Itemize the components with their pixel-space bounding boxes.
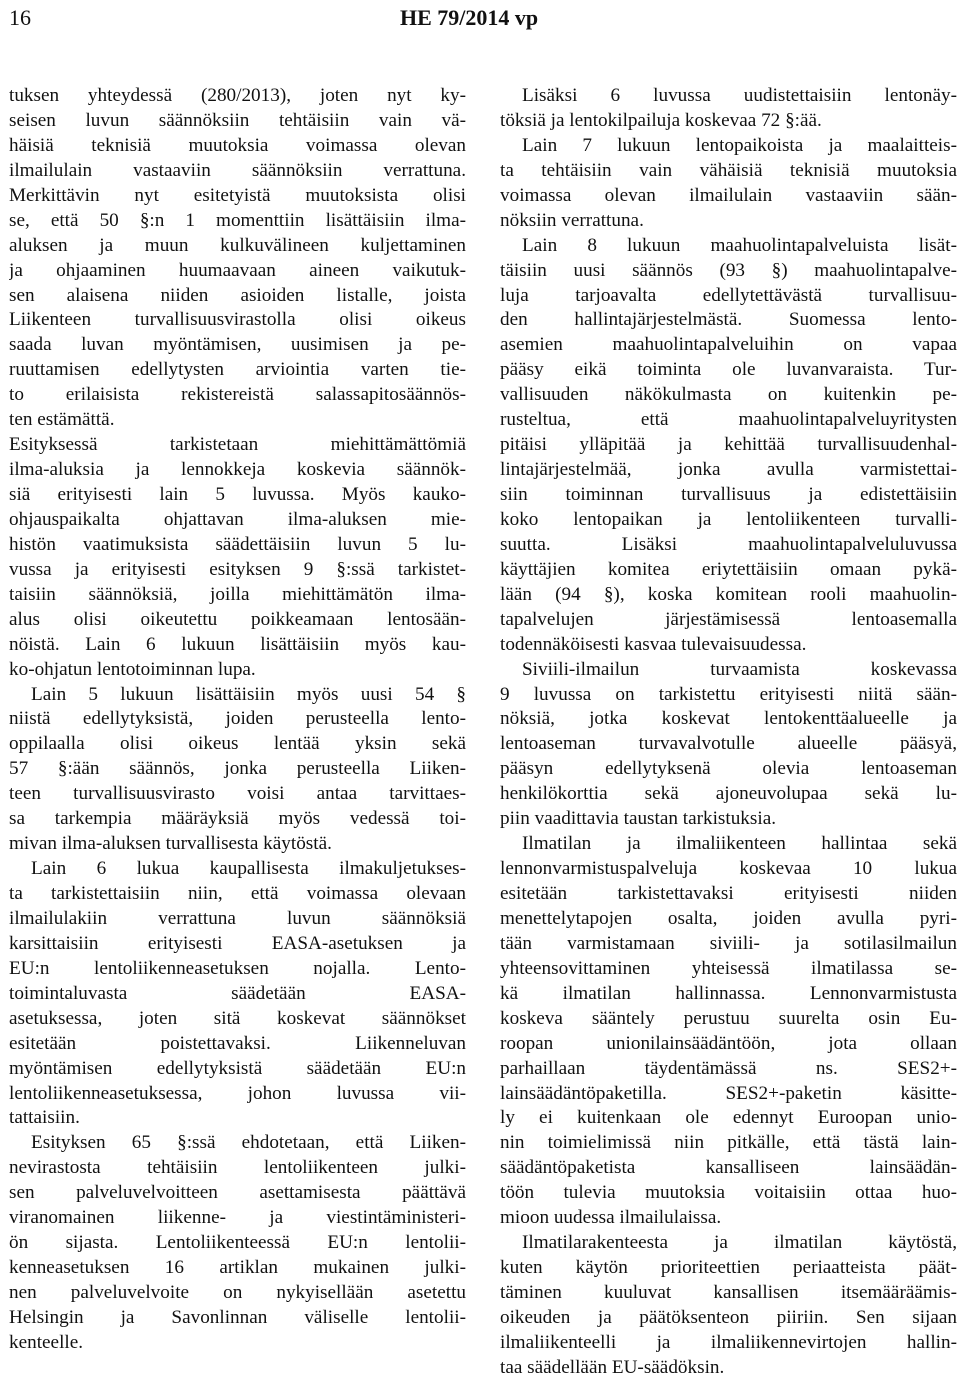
text-line: oppilaalla olisi oikeus lentää yksin sekä — [9, 733, 466, 755]
text-line: kä ilmatilan hallinnassa. Lennonvarmistusta — [500, 982, 957, 1004]
text-line: lennonvarmistuspalveluja koskevaa 10 lukua — [500, 858, 957, 880]
text-line: Helsingin ja Savonlinnan väliselle lentolii- — [9, 1306, 466, 1328]
text-line: ly ei kuitenkaan ole edennyt Euroopan unio- — [500, 1107, 957, 1129]
text-line: kuten käytön prioriteettien periaatteista päät- — [500, 1257, 957, 1279]
text-line: roopan unionilainsäädäntöön, jota ollaan — [500, 1032, 957, 1054]
text-line: Lain 7 lukuun lentopaikoista ja maalaitteis- — [522, 134, 957, 156]
text-line: mivan ilma-aluksen turvallisesta käytöstä. — [9, 833, 332, 855]
text-line: Merkittävin nyt esitetyistä muutoksista olisi — [9, 184, 466, 206]
text-line: Liikenteen turvallisuusvirastolla olisi oikeus — [9, 309, 466, 331]
text-line: myöntämisen edellytyksistä säädetään EU:n — [9, 1057, 466, 1079]
text-line: ilmaliikenteelli ja ilmaliikennevirtojen hallin- — [500, 1331, 957, 1353]
text-line: ön sijasta. Lentoliikenteessä EU:n lentolii- — [9, 1232, 466, 1254]
text-line: teen turvallisuusvirasto voisi antaa tarvittaes- — [9, 783, 466, 805]
text-line: parhaillaan täydentämässä ns. SES2+- — [500, 1057, 957, 1079]
text-line: ruuttamisen edellytysten arviointia varten tie- — [9, 359, 466, 381]
text-line: Ilmatilan ja ilmaliikenteen hallintaa sekä — [522, 833, 957, 855]
text-line: sa tarkempia määräyksiä myös vedessä toi- — [9, 808, 466, 830]
text-line: töksiä ja lentokilpailuja koskevaa 72 §:ää. — [500, 109, 822, 131]
text-line: pitäisi ylläpitää ja kehittää turvallisuudenhal- — [500, 434, 957, 456]
text-line: voimassa olevan ilmailulain vastaaviin sään- — [500, 184, 957, 206]
text-line: menettelytapojen osalta, joiden avulla pyri- — [500, 907, 957, 929]
text-line: aluksen ja muun kulkuvälineen kuljettaminen — [9, 234, 466, 256]
text-line: koko lentopaikan ja lentoliikenteen turvalli- — [500, 508, 957, 530]
text-line: ohjauspaikalta ohjattavan ilma-aluksen mie- — [9, 508, 466, 530]
text-line: esitetään poistettavaksi. Liikenneluvan — [9, 1032, 466, 1054]
text-line: suutta. Lisäksi maahuolintapalveluluvussa — [500, 533, 957, 555]
text-line: pääsyn edellytyksenä olevia lentoaseman — [500, 758, 957, 780]
text-line: täisiin uusi säännös (93 §) maahuolintapalve- — [500, 259, 957, 281]
text-line: Lain 6 lukua kaupallisesta ilmakuljetukses- — [31, 858, 466, 880]
text-line: asetuksessa, joten sitä koskevat säännökset — [9, 1007, 466, 1029]
text-line: kenneasetuksen 16 artiklan mukainen julki- — [9, 1257, 466, 1279]
text-line: ko-ohjatun lentotoiminnan lupa. — [9, 658, 256, 680]
text-line: esitetään tarkistettavaksi erityisesti niiden — [500, 883, 957, 904]
text-line: rusteltua, että maahuolintapalveluyritysten — [500, 409, 957, 431]
text-line: ta tarkistettaisiin niin, että voimassa olevaan — [9, 883, 466, 904]
text-line: ilma-aluksia ja lennokkeja koskevia säännök- — [9, 459, 466, 481]
text-line: ilmailulain vastaaviin säännöksiin verrattuna. — [9, 159, 466, 181]
text-line: sen palveluvelvoitteen asettamisesta päättävä — [9, 1182, 466, 1204]
text-line: tään varmistamaan siviili- ja sotilasilmailun — [500, 932, 957, 954]
text-line: to erilaisista rekistereistä salassapitosäännös- — [9, 384, 466, 406]
text-line: 57 §:ään säännös, jonka perusteella Liiken- — [9, 758, 466, 780]
text-line: lintajärjestelmää, jonka avulla varmistettai- — [500, 459, 957, 481]
text-line: lentoliikenneasetuksessa, johon luvussa vii- — [9, 1082, 466, 1104]
text-line: EU:n lentoliikenneasetuksen nojalla. Lento- — [9, 957, 466, 979]
text-line: siin toiminnan turvallisuus ja edistettäisiin — [500, 484, 957, 505]
text-line: histön vaatimuksista säädettäisiin luvun 5 lu- — [9, 533, 466, 555]
text-line: Ilmatilarakenteesta ja ilmatilan käytöstä, — [522, 1232, 957, 1254]
text-line: vallisuuden näkökulmasta on kuitenkin pe- — [500, 384, 957, 406]
text-line: taisiin säännöksiä, joilla miehittämätön ilma- — [9, 583, 466, 605]
page-number: 16 — [9, 5, 31, 30]
text-line: Esityksen 65 §:ssä ehdotetaan, että Liiken- — [31, 1132, 466, 1154]
text-line: siä erityisesti lain 5 luvussa. Myös kauko- — [9, 484, 466, 505]
text-line: koskeva sääntely perustuu suurelta osin Eu- — [500, 1007, 957, 1029]
text-line: alus olisi oikeutettu poikkeamaan lentosään- — [9, 608, 466, 630]
text-line: Lain 8 lukuun maahuolintapalveluista lisät- — [522, 234, 957, 256]
text-line: den hallintajärjestelmästä. Suomessa lento- — [500, 309, 957, 331]
text-line: henkilökorttia sekä ajoneuvolupaa sekä lu- — [500, 783, 957, 805]
text-line: toimintaluvasta säädetään EASA- — [9, 982, 466, 1004]
text-line: nin toimielimissä niin pitkälle, että tästä lain- — [500, 1132, 957, 1154]
text-line: mioon uudessa ilmailulaissa. — [500, 1207, 722, 1229]
text-line: käyttäjien komitea eriytettäisiin omaan pykä- — [500, 558, 957, 580]
text-line: nöistä. Lain 6 lukuun lisättäisiin myös kau- — [9, 633, 466, 655]
text-line: nöksiä, jotka koskevat lentokenttäalueelle ja — [500, 708, 957, 730]
text-line: yhteensovittaminen yhteisessä ilmatilassa se- — [500, 957, 957, 979]
text-line: todennäköisesti kasvaa tulevaisuudessa. — [500, 633, 807, 655]
text-line: vussa ja erityisesti esityksen 9 §:ssä tarkistet- — [9, 558, 466, 580]
page-header — [0, 0, 960, 40]
text-line: nevirastosta tehtäisiin lentoliikenteen julki- — [9, 1157, 466, 1179]
text-line: saada luvan myöntämisen, uusimisen ja pe- — [9, 334, 466, 356]
text-line: luja tarjoavalta edellytettävästä turvallisuu- — [500, 284, 957, 306]
text-line: seisen luvun säännöksiin tehtäisiin vain vä- — [9, 109, 466, 131]
text-line: ta tehtäisiin vain vähäisiä teknisiä muutoksia — [500, 159, 957, 181]
text-line: niistä edellytyksistä, joiden perusteella lento- — [9, 708, 466, 730]
text-line: karsittaisiin erityisesti EASA-asetuksen ja — [9, 932, 466, 954]
text-line: nen palveluvelvoite on nykyisellään asetettu — [9, 1282, 466, 1303]
text-line: säädäntöpaketista kansalliseen lainsäädän- — [500, 1157, 957, 1179]
text-line: tuksen yhteydessä (280/2013), joten nyt ky- — [9, 85, 466, 106]
text-line: pääsy eikä toiminta ole luvanvaraista. Tur- — [500, 359, 957, 381]
text-line: häisiä teknisiä muutoksia voimassa olevan — [9, 134, 466, 156]
text-line: lään (94 §), koska komitean rooli maahuolin- — [500, 583, 957, 605]
text-line: sen alaisena niiden asioiden listalle, joista — [9, 284, 466, 306]
text-line: tapalvelujen järjestämisessä lentoasemalla — [500, 608, 957, 630]
text-line: Esityksessä tarkistetaan miehittämättömiä — [9, 434, 466, 456]
document-id: HE 79/2014 vp — [400, 5, 539, 30]
text-line: Lain 5 lukuun lisättäisiin myös uusi 54 § — [31, 683, 466, 705]
text-line: ten estämättä. — [9, 409, 115, 431]
text-line: lainsäädäntöpaketilla. SES2+-paketin käsitte- — [500, 1082, 957, 1104]
text-line: Siviili-ilmailun turvaamista koskevassa — [522, 658, 957, 680]
text-line: nöksiin verrattuna. — [500, 209, 644, 231]
text-line: asemien maahuolintapalveluihin on vapaa — [500, 334, 957, 356]
text-line: ilmailulakiin verrattuna luvun säännöksiä — [9, 907, 466, 929]
text-line: tattaisiin. — [9, 1107, 80, 1129]
text-line: Lisäksi 6 luvussa uudistettaisiin lentonäy- — [522, 85, 957, 106]
left-text-column — [9, 84, 466, 1356]
text-line: viranomainen liikenne- ja viestintäministeri- — [9, 1207, 466, 1229]
text-line: ja ohjaaminen huumaavaan aineen vaikutuk- — [9, 259, 466, 281]
text-line: töön tulevia muutoksia voitaisiin ottaa huo- — [500, 1182, 957, 1204]
text-line: kenteelle. — [9, 1331, 84, 1353]
text-line: 9 luvussa on tarkistettu erityisesti niitä sään- — [500, 683, 957, 705]
text-line: taa säädellään EU-säädöksin. — [500, 1356, 725, 1378]
right-text-column — [500, 84, 957, 1381]
text-line: se, että 50 §:n 1 momenttiin lisättäisiin ilma- — [9, 209, 466, 231]
text-line: täminen kuuluvat kansallisen itsemääräämis- — [500, 1282, 957, 1303]
text-line: lentoaseman turvavalvotulle alueelle pääsyä, — [500, 733, 957, 755]
text-line: oikeuden ja päätöksenteon piiriin. Sen sijaan — [500, 1306, 957, 1328]
text-line: piin vaadittavia taustan tarkistuksia. — [500, 808, 777, 830]
